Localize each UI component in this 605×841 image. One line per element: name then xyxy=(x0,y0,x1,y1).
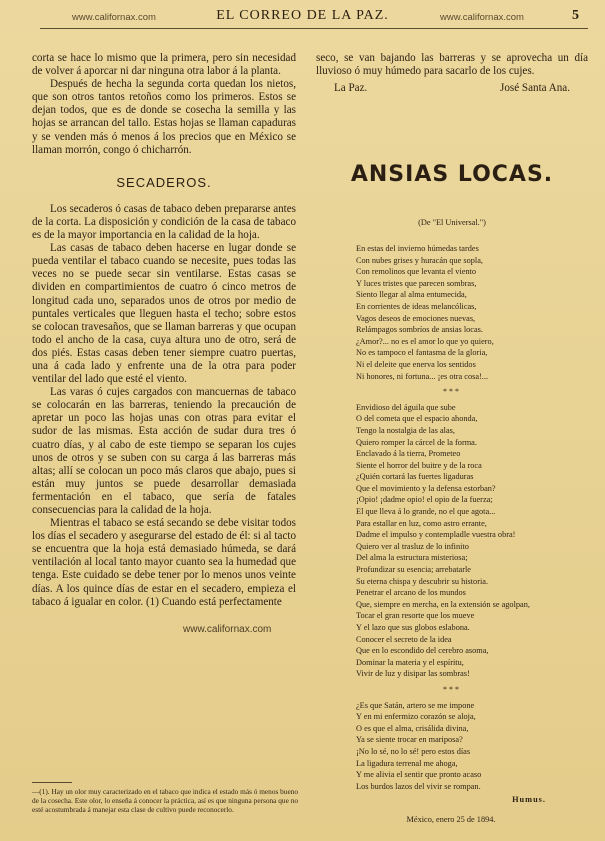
poem-line: Que el movimiento y la defensa estorban? xyxy=(356,483,496,493)
poem-line: ¿Amor?... no es el amor lo que yo quiero, xyxy=(356,336,494,346)
poem-line: Ni honores, ni fortuna... ¡es otra cosa!... xyxy=(356,371,489,381)
poem-line: Quiero romper la cárcel de la forma. xyxy=(356,437,477,447)
poem-stanza-2 xyxy=(356,402,546,680)
poem-line: Tocar el gran resorte que los mueve xyxy=(356,611,475,621)
poem-line: Y en mi enfermizo corazón se aloja, xyxy=(356,712,476,722)
poem-body xyxy=(356,243,546,826)
website-watermark-right: www.californax.com xyxy=(440,12,524,23)
poem-line: Envidioso del águila que sube xyxy=(356,402,456,412)
poem-line: ¡Opio! ¡dadme opio! el opio de la fuerza; xyxy=(356,495,493,505)
poem-line: La ligadura terrenal me ahoga, xyxy=(356,758,458,768)
signature-place: La Paz. xyxy=(334,82,368,95)
secaderos-paragraph-3: Las varas ó cujes cargados con mancuernas de tabaco se colocarán en las barreras, teniendo la precaución de apretar un poco las hojas unas con otras para evitar el sudor de las mismas. Esta acción de sudar dura tres ó cuatro días, y al cabo de este tiempo se separan los cujes unos de otros y se suben con su carga á las barreras más altas; allí se colocan un poco más claros que abajo, pues si están muy juntos se puede desarrollar demasiada fermentación en el tabaco, que sería de fatales consecuencias para la calidad de la hoja. xyxy=(32,386,296,516)
poem-line: Del alma la estructura misteriosa; xyxy=(356,553,468,563)
poem-line: Y luces tristes que parecen sombras, xyxy=(356,278,477,288)
page-header xyxy=(0,6,605,26)
tobacco-paragraph-1: corta se hace lo mismo que la primera, pero sin necesidad de volver á aporcar ni dar ninguna otra labor á la planta. xyxy=(32,52,296,78)
website-watermark-middle: www.californax.com xyxy=(183,624,272,635)
poem-line: Dadme el impulso y contempladle vuestra obra! xyxy=(356,530,516,540)
newspaper-title: EL CORREO DE LA PAZ. xyxy=(216,8,389,23)
poem-line: O es que el alma, crisálida divina, xyxy=(356,723,469,733)
poem-line: Y el lazo que sus globos eslabona. xyxy=(356,623,470,632)
poem-title: ANSIAS LOCAS. xyxy=(350,162,554,187)
poem-line: Vagos deseos de emociones nuevas, xyxy=(356,313,476,323)
poem-line: Siente el horror del buitre y de la roca xyxy=(356,460,482,470)
secaderos-paragraph-4: Mientras el tabaco se está secando se debe visitar todos los días el secadero y asegurarse del estado de él: si al tacto se encuentra que la hoja está demasiado húmeda, se dará ventilación al local tanto mayor cuanto sea la humedad que tenga. Este cuidado se debe tener por lo menos unos veinte días. A los quince días de estar en el secadero, empieza el tabaco á igualar en color. (1) Cuando está perfectamente xyxy=(32,517,296,608)
poem-line: Con nubes grises y huracán que sopla, xyxy=(356,255,483,265)
poem-line: Los burdos lazos del vivir se rompan. xyxy=(356,781,481,791)
poem-line: Que, siempre en mercha, en la extensión se agolpan, xyxy=(356,599,530,609)
poem-line: Con remolinos que levanta el viento xyxy=(356,267,477,277)
poem-line: Siento llegar al alma entumecida, xyxy=(356,290,467,300)
poem-line: ¡No lo sé, no lo sé! pero estos días xyxy=(356,746,471,756)
poem-line: O del cometa que el espacio ahonda, xyxy=(356,414,478,424)
poem-line: En estas del invierno húmedas tardes xyxy=(356,244,479,253)
continuation-paragraph: seco, se van bajando las barreras y se aprovecha un día lluvioso ó muy húmedo para sacarlo de los cujes. xyxy=(316,52,588,78)
poem-line: Ya se siente trocar en mariposa? xyxy=(356,735,463,745)
page-number: 5 xyxy=(572,8,579,23)
poem-line: Tengo la nostalgia de las alas, xyxy=(356,425,455,435)
header-rule xyxy=(40,28,588,29)
poem-line: Ni el deleite que enerva los sentidos xyxy=(356,359,476,369)
stanza-separator-2: * * * xyxy=(443,684,459,694)
poem-source: (De "El Universal.") xyxy=(418,218,486,227)
signature-author: José Santa Ana. xyxy=(500,82,570,95)
footnote: —(1). Hay un olor muy caracterizado en el tabaco que indica el estado más ó menos bueno de la cosecha. Este olor, lo enseña á conocer la práctica, así es que ninguna persona que no esté acostumbrada á manejar esta clase de cultivo puede reconocerlo. xyxy=(32,787,298,815)
poem-line: Quiero ver al trasluz de lo infinito xyxy=(356,541,469,551)
poem-stanza-1 xyxy=(356,243,546,382)
right-column-top xyxy=(316,52,588,95)
tobacco-paragraph-2: Después de hecha la segunda corta quedan los nietos, que son otros tantos retoños como los primeros. Estos se dejan todos, que es de donde se cosecha la semilla y las hojas se arrancan del tallo. Estas hojas se llaman capaduras y se venden más ó menos á los precios que en México se llaman morrón, congo ó chicharrón. xyxy=(32,78,296,156)
poem-line: Profundizar su esencia; arrebatarle xyxy=(356,565,471,575)
secaderos-paragraph-1: Los secaderos ó casas de tabaco deben prepararse antes de la corta. La disposición y condición de la casa de tabaco es de la mayor importancia en la calidad de la hoja. xyxy=(32,202,296,242)
poem-stanza-3 xyxy=(356,700,546,793)
poem-line: El que lleva á lo grande, no el que agota... xyxy=(356,507,496,517)
secaderos-paragraph-2: Las casas de tabaco deben hacerse en lugar donde se pueda ventilar el tabaco cuando se necesite, pues todas las veces no se puede secar sin ventilarse. Estas casas se dividen en compartimientos de cuatro ó cinco metros de longitud cada uno, separados unos de otros por medio de puntales verticales que lleguen hasta el techo; sobre estos se colocan travesaños, que se llaman barreras y que ocupan todo el ancho de la casa, cuya altura uno de otro, será de dos piés. Estas casas deben tener siempre cuatro puertas, una á cada lado y enfrente una de la otra para poder ventilar del lado que esté el viento. xyxy=(32,242,296,386)
stanza-separator-1: * * * xyxy=(443,387,459,397)
poem-line: En corrientes de ideas melancólicas, xyxy=(356,301,477,311)
poem-line: No es tampoco el fantasma de la gloria, xyxy=(356,348,488,358)
poem-line: Dominar la materia y el espíritu, xyxy=(356,657,464,667)
poem-line: Y me alivia el sentir que pronto acaso xyxy=(356,770,482,780)
poem-line: ¿Quién cortará las fuertes ligaduras xyxy=(356,472,474,482)
poem-line: Relámpagos sombríos de ansias locas. xyxy=(356,325,483,335)
poem-line: Enclavado á la tierra, Prometeo xyxy=(356,449,461,459)
poem-line: Vivir de luz y disipar las sombras! xyxy=(356,669,470,679)
poem-date: México, enero 25 de 1894. xyxy=(406,814,496,824)
poem-line: ¿Es que Satán, artero se me impone xyxy=(356,700,475,710)
section-heading-secaderos: SECADEROS. xyxy=(116,174,212,190)
poem-signature: Humus. xyxy=(512,795,546,805)
poem-line: Para estallar en luz, como astro errante, xyxy=(356,518,487,528)
footnote-rule xyxy=(32,782,72,783)
poem-line: Su eterna chispa y descubrir su historia. xyxy=(356,576,489,586)
article-signature xyxy=(316,82,588,95)
website-watermark-left: www.californax.com xyxy=(72,12,156,23)
left-column xyxy=(32,52,296,609)
poem-line: Que en lo escondido del cerebro asoma, xyxy=(356,646,489,656)
poem-line: Conocer el secreto de la idea xyxy=(356,634,452,644)
poem-line: Penetrar el arcano de los mundos xyxy=(356,588,466,598)
